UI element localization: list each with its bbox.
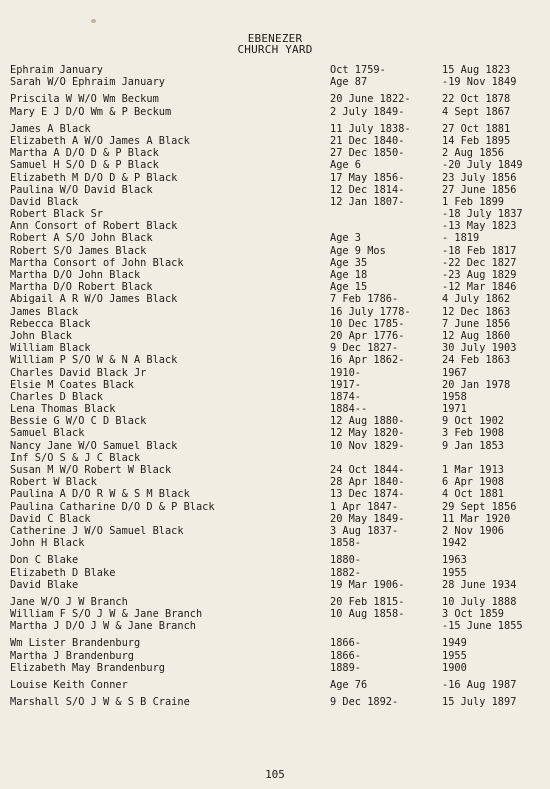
- record-row: [10, 184, 542, 196]
- record-death: 1900: [442, 661, 467, 674]
- record-death: 28 June 1934: [442, 578, 517, 591]
- record-birth: 10 Nov 1829-: [330, 439, 405, 452]
- record-death: 27 Oct 1881: [442, 122, 511, 135]
- record-death: -12 Mar 1846: [442, 281, 517, 294]
- record-birth: 12 Aug 1880-: [330, 415, 405, 428]
- record-birth: 13 Dec 1874-: [330, 488, 405, 501]
- record-birth: Age 15: [330, 281, 368, 294]
- header-subtitle: CHURCH YARD: [237, 43, 313, 56]
- record-name: Ephraim January: [10, 64, 103, 76]
- record-death: 15 July 1897: [442, 696, 517, 709]
- record-birth: 3 Aug 1837-: [330, 524, 399, 537]
- record-birth: 20 June 1822-: [330, 93, 411, 106]
- record-birth: 27 Dec 1850-: [330, 147, 405, 160]
- record-birth: Age 35: [330, 256, 368, 269]
- record-birth: 1882-: [330, 566, 361, 579]
- record-name: Martha A D/O D & P Black: [10, 147, 159, 160]
- record-birth: 20 May 1849-: [330, 512, 405, 525]
- record-row: [10, 208, 542, 220]
- record-row: [10, 135, 542, 147]
- record-row: [10, 269, 542, 281]
- record-birth: 17 May 1856-: [330, 171, 405, 184]
- record-death: [442, 452, 542, 464]
- record-name: Elizabeth May Brandenburg: [10, 661, 165, 674]
- record-birth: Age 18: [330, 269, 368, 281]
- record-row: [10, 367, 542, 379]
- record-birth: [330, 620, 442, 632]
- record-name: Sarah W/O Ephraim January: [10, 76, 165, 89]
- record-birth: 12 Dec 1814-: [330, 183, 405, 196]
- record-row: [10, 537, 542, 549]
- record-name: Paulina A D/O R W & S M Black: [10, 488, 190, 501]
- record-birth: 11 July 1838-: [330, 122, 411, 135]
- record-death: 1963: [442, 554, 467, 567]
- record-row: [10, 501, 542, 513]
- record-birth: 20 Feb 1815-: [330, 595, 405, 608]
- record-row: [10, 93, 542, 105]
- record-row: [10, 403, 542, 415]
- page-header: [0, 33, 550, 55]
- record-row: [10, 281, 542, 293]
- record-death: 1955: [442, 566, 467, 579]
- record-birth: [330, 452, 442, 464]
- record-row: [10, 679, 542, 691]
- record-row: [10, 476, 542, 488]
- record-birth: 7 Feb 1786-: [330, 293, 399, 306]
- record-death: 4 Sept 1867: [442, 105, 511, 118]
- record-birth: 1 Apr 1847-: [330, 500, 399, 513]
- record-death: 1971: [442, 403, 467, 416]
- record-death: -22 Dec 1827: [442, 256, 517, 269]
- record-birth: Age 9 Mos: [330, 244, 386, 257]
- record-birth: 1917-: [330, 378, 361, 391]
- record-death: 10 July 1888: [442, 595, 517, 608]
- record-row: [10, 257, 542, 269]
- record-row: [10, 318, 542, 330]
- record-birth: Age 6: [330, 159, 361, 172]
- header-title: EBENEZER: [247, 32, 303, 45]
- record-birth: 9 Dec 1827-: [330, 342, 399, 355]
- record-row: [10, 620, 542, 632]
- record-row: [10, 637, 542, 649]
- record-row: [10, 76, 542, 88]
- record-name: James Black: [10, 305, 79, 318]
- record-death: 7 June 1856: [442, 317, 511, 330]
- record-row: [10, 330, 542, 342]
- record-row: [10, 123, 542, 135]
- record-birth: Oct 1759-: [330, 64, 386, 76]
- paper-speck: [91, 19, 96, 23]
- record-birth: 1910-: [330, 366, 361, 379]
- record-name: Elizabeth D Blake: [10, 566, 116, 579]
- record-row: [10, 232, 542, 244]
- record-birth: 1874-: [330, 390, 361, 403]
- record-birth: 1889-: [330, 661, 361, 674]
- record-birth: 19 Mar 1906-: [330, 578, 405, 591]
- record-row: [10, 554, 542, 566]
- record-death: -15 June 1855: [442, 620, 523, 633]
- record-name: Elsie M Coates Black: [10, 378, 134, 391]
- record-birth: 12 Jan 1807-: [330, 195, 405, 208]
- record-row: [10, 608, 542, 620]
- record-name: Marshall S/O J W & S B Craine: [10, 696, 190, 709]
- record-death: 30 July 1903: [442, 342, 517, 355]
- record-birth: 16 Apr 1862-: [330, 354, 405, 367]
- record-row: [10, 245, 542, 257]
- record-row: [10, 662, 542, 674]
- record-row: [10, 106, 542, 118]
- record-death: 9 Jan 1853: [442, 439, 504, 452]
- record-name: Don C Blake: [10, 554, 79, 567]
- record-name: Robert S/O James Black: [10, 244, 147, 257]
- record-name: Martha D/O Robert Black: [10, 281, 153, 294]
- record-death: -19 Nov 1849: [442, 76, 517, 89]
- record-death: 1 Mar 1913: [442, 464, 504, 476]
- record-row: [10, 306, 542, 318]
- record-death: -20 July 1849: [442, 159, 523, 172]
- record-name: Elizabeth M D/O D & P Black: [10, 171, 178, 184]
- record-death: -18 July 1837: [442, 208, 523, 221]
- record-birth: 28 Apr 1840-: [330, 476, 405, 489]
- record-name: Priscila W W/O Wm Beckum: [10, 93, 159, 106]
- record-name: John Black: [10, 329, 72, 342]
- record-row: [10, 379, 542, 391]
- record-name: Martha J Brandenburg: [10, 649, 134, 662]
- record-row: [10, 147, 542, 159]
- record-death: - 1819: [442, 232, 480, 245]
- record-name: Martha Consort of John Black: [10, 256, 184, 269]
- record-name: Nancy Jane W/O Samuel Black: [10, 439, 178, 452]
- record-birth: Age 87: [330, 76, 368, 89]
- record-row: [10, 293, 542, 305]
- record-death: 1 Feb 1899: [442, 195, 504, 208]
- record-death: 1958: [442, 390, 467, 403]
- record-name: Mary E J D/O Wm & P Beckum: [10, 105, 172, 118]
- record-row: [10, 427, 542, 439]
- record-death: 27 June 1856: [442, 183, 517, 196]
- record-death: 3 Feb 1908: [442, 427, 504, 440]
- record-name: Charles D Black: [10, 390, 103, 403]
- record-birth: 1880-: [330, 554, 361, 567]
- record-name: James A Black: [10, 122, 91, 135]
- record-death: -13 May 1823: [442, 220, 517, 233]
- record-birth: 24 Oct 1844-: [330, 464, 405, 476]
- record-birth: 10 Dec 1785-: [330, 317, 405, 330]
- record-row: [10, 440, 542, 452]
- record-birth: 2 July 1849-: [330, 105, 405, 118]
- record-birth: 1866-: [330, 649, 361, 662]
- record-row: [10, 525, 542, 537]
- record-name: Paulina W/O David Black: [10, 183, 153, 196]
- record-row: [10, 513, 542, 525]
- record-death: 1949: [442, 637, 467, 650]
- record-row: [10, 415, 542, 427]
- page-number: 105: [265, 768, 285, 781]
- record-birth: 16 July 1778-: [330, 305, 411, 318]
- record-death: 4 Oct 1881: [442, 488, 504, 501]
- record-name: Samuel H S/O D & P Black: [10, 159, 159, 172]
- record-death: 24 Feb 1863: [442, 354, 511, 367]
- record-row: [10, 342, 542, 354]
- record-row: [10, 452, 542, 464]
- record-death: 2 Nov 1906: [442, 524, 504, 537]
- record-name: Elizabeth A W/O James A Black: [10, 134, 190, 147]
- record-death: -18 Feb 1817: [442, 244, 517, 257]
- record-death: 23 July 1856: [442, 171, 517, 184]
- record-death: 3 Oct 1859: [442, 608, 504, 621]
- record-name: Ann Consort of Robert Black: [10, 220, 178, 233]
- record-death: 12 Dec 1863: [442, 305, 511, 318]
- record-row: [10, 391, 542, 403]
- record-name: Robert Black Sr: [10, 208, 103, 221]
- record-name: Louise Keith Conner: [10, 679, 128, 691]
- record-birth: Age 3: [330, 232, 361, 245]
- record-birth: 1866-: [330, 637, 361, 650]
- record-name: William P S/O W & N A Black: [10, 354, 178, 367]
- record-birth: 9 Dec 1892-: [330, 696, 399, 709]
- record-row: [10, 354, 542, 366]
- record-name: Lena Thomas Black: [10, 403, 116, 416]
- record-death: 22 Oct 1878: [442, 93, 511, 106]
- record-name: David C Black: [10, 512, 91, 525]
- record-death: 6 Apr 1908: [442, 476, 504, 489]
- record-name: Inf S/O S & J C Black: [10, 451, 141, 464]
- record-death: 1955: [442, 649, 467, 662]
- record-death: 14 Feb 1895: [442, 134, 511, 147]
- record-name: Robert W Black: [10, 476, 97, 489]
- record-name: David Blake: [10, 578, 79, 591]
- record-row: [10, 650, 542, 662]
- record-row: [10, 567, 542, 579]
- record-birth: 1858-: [330, 537, 361, 550]
- record-death: 15 Aug 1823: [442, 64, 511, 76]
- record-name: Catherine J W/O Samuel Black: [10, 524, 184, 537]
- record-death: 4 July 1862: [442, 293, 511, 306]
- record-name: Wm Lister Brandenburg: [10, 637, 141, 650]
- record-birth: [330, 208, 442, 220]
- record-death: -16 Aug 1987: [442, 679, 517, 691]
- record-birth: 21 Dec 1840-: [330, 134, 405, 147]
- record-birth: Age 76: [330, 679, 368, 691]
- record-name: Bessie G W/O C D Black: [10, 415, 147, 428]
- record-name: Charles David Black Jr: [10, 366, 147, 379]
- record-death: 20 Jan 1978: [442, 378, 511, 391]
- record-row: [10, 64, 542, 76]
- record-name: Samuel Black: [10, 427, 85, 440]
- record-row: [10, 579, 542, 591]
- burial-records-list: [10, 64, 542, 708]
- record-row: [10, 596, 542, 608]
- record-name: Martha D/O John Black: [10, 269, 141, 281]
- record-death: 12 Aug 1860: [442, 329, 511, 342]
- record-death: -23 Aug 1829: [442, 269, 517, 281]
- record-birth: 10 Aug 1858-: [330, 608, 405, 621]
- record-name: Jane W/O J W Branch: [10, 595, 128, 608]
- record-row: [10, 159, 542, 171]
- record-name: Rebecca Black: [10, 317, 91, 330]
- record-death: 9 Oct 1902: [442, 415, 504, 428]
- record-row: [10, 696, 542, 708]
- record-name: John H Black: [10, 537, 85, 550]
- record-row: [10, 220, 542, 232]
- record-death: 29 Sept 1856: [442, 500, 517, 513]
- record-name: William Black: [10, 342, 91, 355]
- record-name: David Black: [10, 195, 79, 208]
- record-row: [10, 464, 542, 476]
- record-death: 1967: [442, 366, 467, 379]
- record-birth: 20 Apr 1776-: [330, 329, 405, 342]
- record-name: Susan M W/O Robert W Black: [10, 464, 172, 476]
- record-birth: 12 May 1820-: [330, 427, 405, 440]
- record-name: William F S/O J W & Jane Branch: [10, 608, 203, 621]
- record-death: 2 Aug 1856: [442, 147, 504, 160]
- record-name: Abigail A R W/O James Black: [10, 293, 178, 306]
- record-name: Paulina Catharine D/O D & P Black: [10, 500, 215, 513]
- record-name: Martha J D/O J W & Jane Branch: [10, 620, 196, 633]
- record-death: 11 Mar 1920: [442, 512, 511, 525]
- record-birth: 1884--: [330, 403, 368, 416]
- record-row: [10, 488, 542, 500]
- record-birth: [330, 220, 442, 232]
- record-name: Robert A S/O John Black: [10, 232, 153, 245]
- record-death: 1942: [442, 537, 467, 550]
- record-row: [10, 196, 542, 208]
- record-row: [10, 172, 542, 184]
